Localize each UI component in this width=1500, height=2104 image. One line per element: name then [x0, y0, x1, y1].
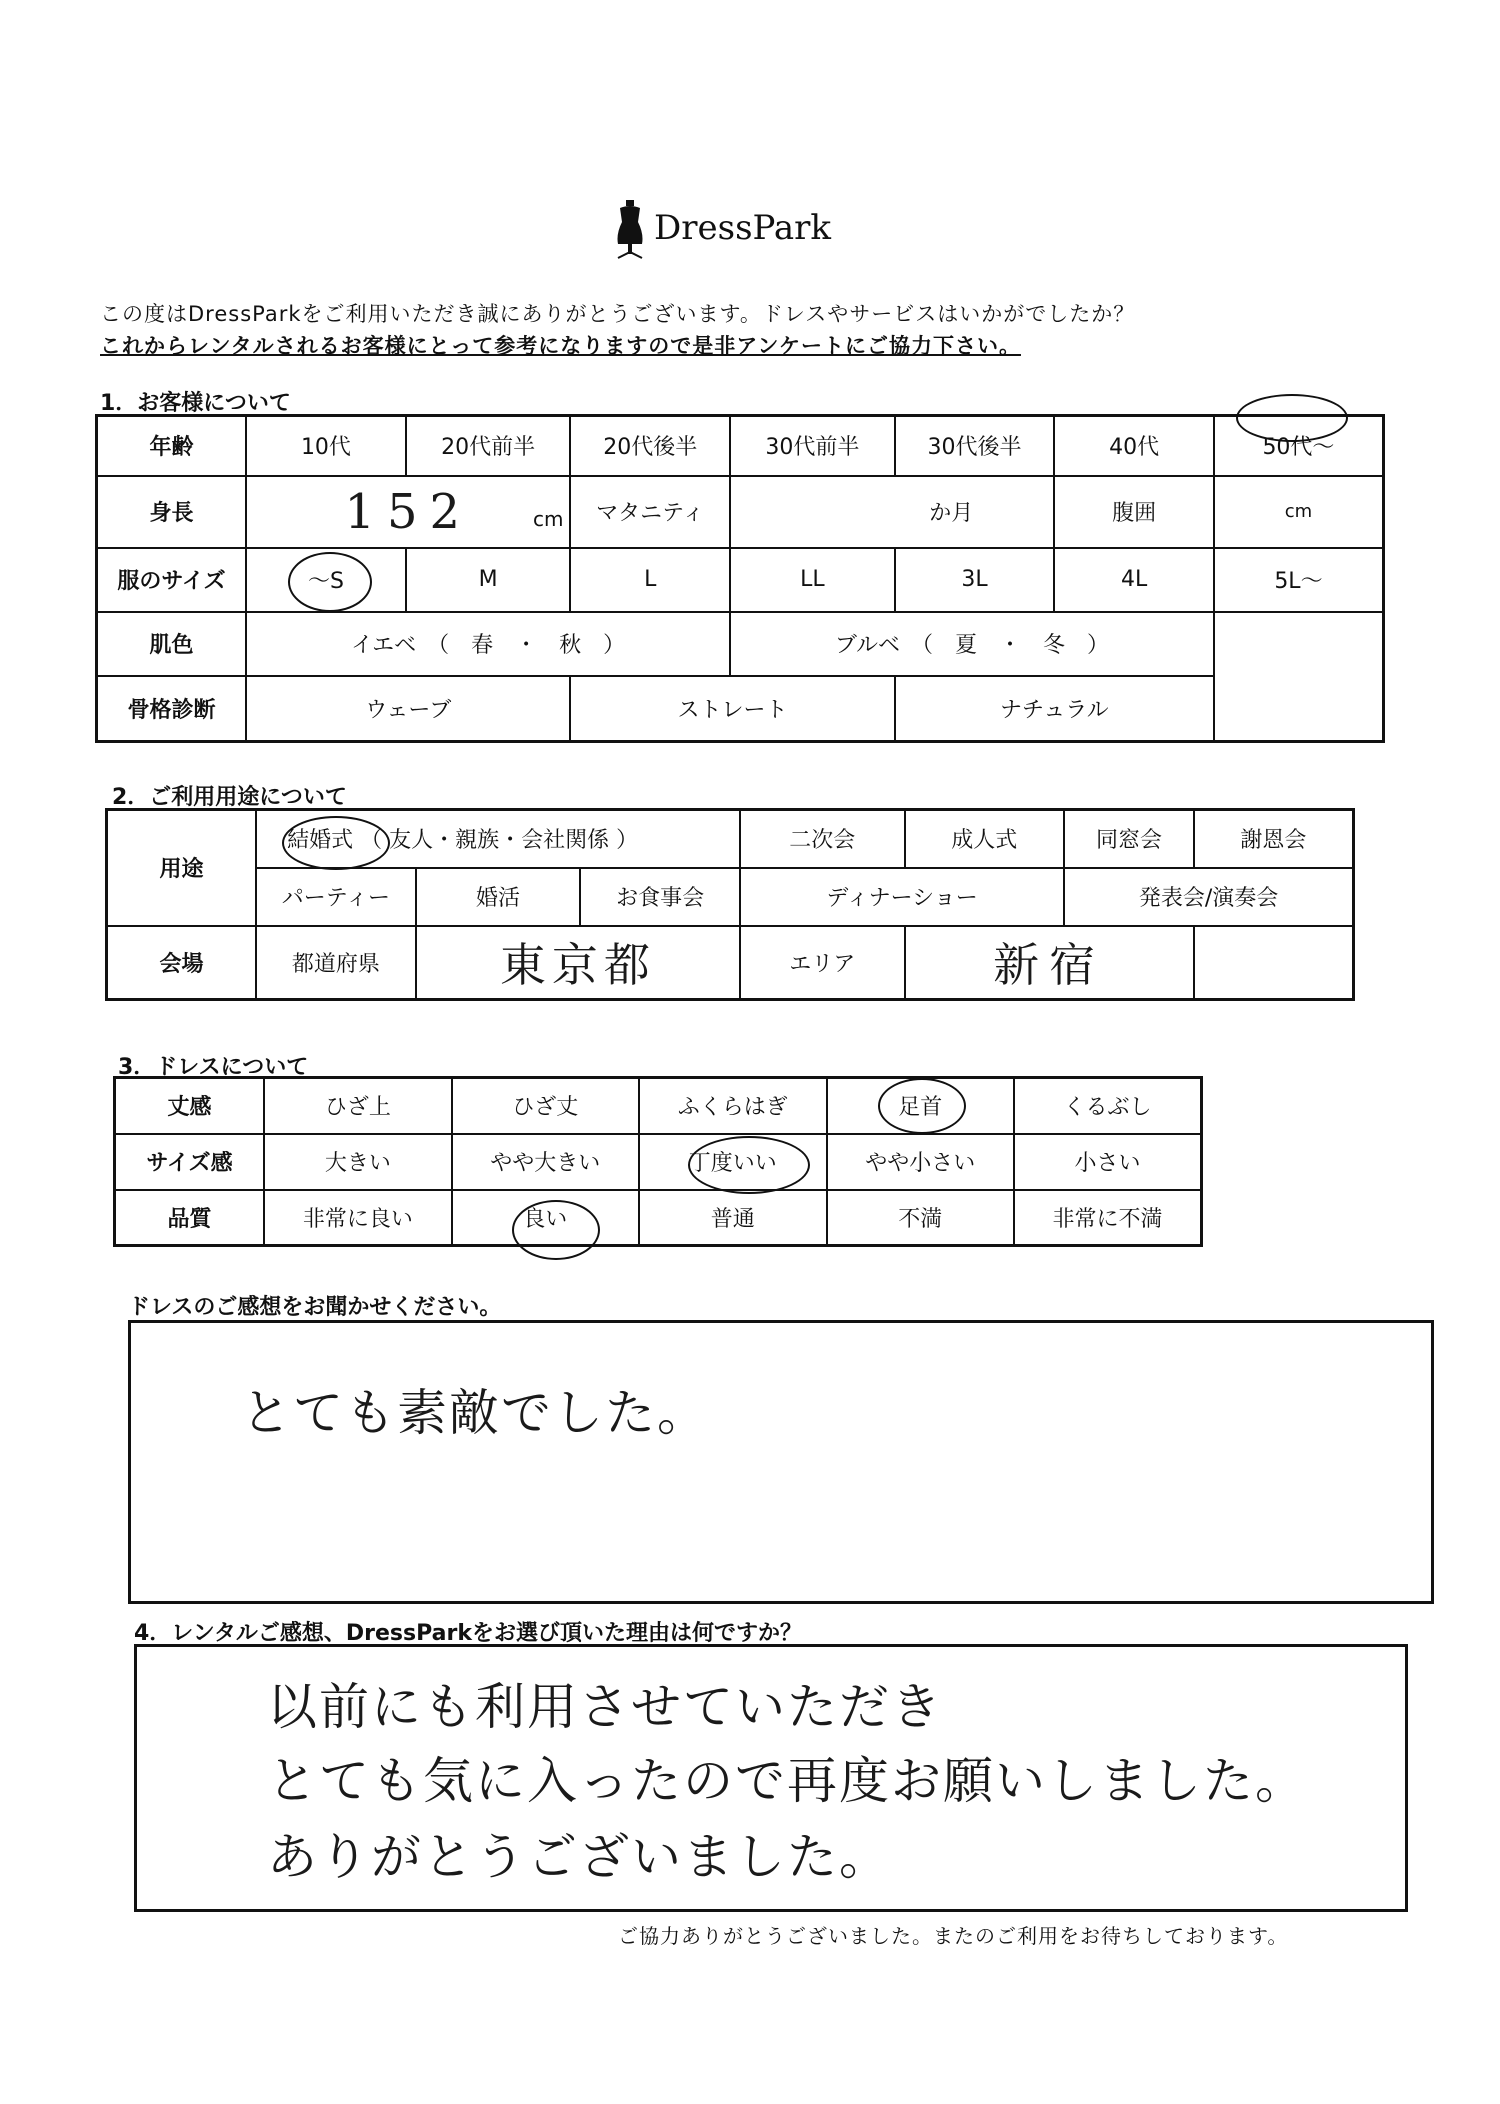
size-option[interactable]: M — [406, 548, 571, 612]
venue-label: 会場 — [107, 926, 257, 1000]
purpose-option[interactable]: ディナーショー — [740, 868, 1064, 926]
fit-label: サイズ感 — [115, 1134, 265, 1190]
waist-label: 腹囲 — [1054, 476, 1214, 548]
skin-label: 肌色 — [97, 612, 247, 676]
quality-option-selected[interactable]: 良い — [452, 1190, 639, 1246]
footer-thanks: ご協力ありがとうございました。またのご利用をお待ちしております。 — [618, 1924, 1289, 1948]
size-option-selected[interactable]: ～S — [246, 548, 406, 612]
reason-line: とても気に入ったので再度お願いしました。 — [267, 1752, 1307, 1810]
dress-table — [113, 1076, 1203, 1247]
frame-label: 骨格診断 — [97, 676, 247, 742]
purpose-option[interactable]: パーティー — [256, 868, 416, 926]
section4-title: 4．レンタルご感想、DressParkをお選び頂いた理由は何ですか？ — [134, 1621, 802, 1646]
fit-option[interactable]: やや大きい — [452, 1134, 639, 1190]
area-label: エリア — [740, 926, 905, 1000]
length-label: 丈感 — [115, 1078, 265, 1134]
empty-cell — [1194, 926, 1354, 1000]
section3-title: 3．ドレスについて — [118, 1055, 309, 1080]
size-option[interactable]: L — [570, 548, 730, 612]
height-unit: cm — [532, 506, 564, 531]
height-value: 152 — [344, 483, 473, 540]
impression-text: とても素敵でした。 — [241, 1384, 709, 1442]
fit-option[interactable]: 小さい — [1014, 1134, 1202, 1190]
quality-option[interactable]: 不満 — [827, 1190, 1014, 1246]
selection-circle — [288, 552, 372, 612]
length-option[interactable]: くるぶし — [1014, 1078, 1202, 1134]
area-value[interactable]: 新宿 — [905, 926, 1194, 1000]
size-label: 服のサイズ — [97, 548, 247, 612]
length-option-selected[interactable]: 足首 — [827, 1078, 1014, 1134]
age-option[interactable]: 20代後半 — [570, 416, 730, 476]
maternity-months[interactable]: か月 — [730, 476, 1054, 548]
purpose-option[interactable]: 二次会 — [740, 810, 905, 868]
purpose-label: 用途 — [107, 810, 257, 926]
prefecture-label: 都道府県 — [256, 926, 416, 1000]
brand-logo — [612, 200, 852, 260]
age-option[interactable]: 30代後半 — [895, 416, 1055, 476]
purpose-option[interactable]: 謝恩会 — [1194, 810, 1354, 868]
age-label: 年齢 — [97, 416, 247, 476]
maternity-label: マタニティ — [570, 476, 730, 548]
height-label: 身長 — [97, 476, 247, 548]
size-option[interactable]: LL — [730, 548, 895, 612]
reason-line: 以前にも利用させていただき — [267, 1678, 943, 1736]
empty-cell — [1214, 612, 1384, 676]
age-option[interactable]: 20代前半 — [406, 416, 571, 476]
frame-option[interactable]: ストレート — [570, 676, 894, 742]
purpose-option[interactable]: お食事会 — [580, 868, 740, 926]
purpose-option[interactable]: 発表会/演奏会 — [1064, 868, 1353, 926]
empty-cell — [1214, 676, 1384, 742]
impression-prompt: ドレスのご感想をお聞かせください。 — [128, 1295, 502, 1320]
frame-option[interactable]: ウェーブ — [246, 676, 570, 742]
selection-circle — [688, 1136, 810, 1194]
fit-option[interactable]: やや小さい — [827, 1134, 1014, 1190]
selection-circle — [512, 1200, 600, 1260]
quality-option[interactable]: 普通 — [639, 1190, 826, 1246]
fit-option-selected[interactable]: 丁度いい — [639, 1134, 826, 1190]
section1-title: 1．お客様について — [100, 391, 291, 416]
frame-option[interactable]: ナチュラル — [895, 676, 1214, 742]
quality-option[interactable]: 非常に不満 — [1014, 1190, 1202, 1246]
purpose-option[interactable]: 成人式 — [905, 810, 1065, 868]
age-option[interactable]: 40代 — [1054, 416, 1214, 476]
fit-option[interactable]: 大きい — [264, 1134, 451, 1190]
reason-line: ありがとうございました。 — [267, 1828, 891, 1886]
selection-circle — [878, 1078, 966, 1134]
height-field[interactable] — [246, 476, 570, 548]
age-option-selected[interactable]: 50代～ — [1214, 416, 1384, 476]
wedding-detail: （ 友人・親族・会社関係 ） — [360, 828, 639, 854]
purpose-option[interactable]: 婚活 — [416, 868, 581, 926]
size-option[interactable]: 3L — [895, 548, 1055, 612]
waist-unit[interactable]: cm — [1214, 476, 1384, 548]
purpose-option[interactable]: 同窓会 — [1064, 810, 1194, 868]
dress-form-icon — [612, 200, 648, 260]
wedding-label: 結婚式 — [287, 828, 354, 854]
section2-title: 2．ご利用用途について — [112, 785, 347, 810]
length-option[interactable]: ひざ丈 — [452, 1078, 639, 1134]
size-option[interactable]: 4L — [1054, 548, 1214, 612]
age-option[interactable]: 10代 — [246, 416, 406, 476]
prefecture-value[interactable]: 東京都 — [416, 926, 740, 1000]
reason-box[interactable] — [134, 1644, 1408, 1912]
age-option[interactable]: 30代前半 — [730, 416, 895, 476]
quality-label: 品質 — [115, 1190, 265, 1246]
skin-blue-base[interactable]: ブルベ （ 夏 ・ 冬 ） — [730, 612, 1214, 676]
selection-circle — [1236, 394, 1348, 442]
length-option[interactable]: ひざ上 — [264, 1078, 451, 1134]
brand-name: DressPark — [654, 208, 832, 248]
impression-box[interactable] — [128, 1320, 1434, 1604]
intro-underlined: これからレンタルされるお客様にとって参考になりますので是非アンケートにご協力下さい。 — [100, 334, 1021, 358]
selection-circle — [282, 816, 390, 870]
size-option[interactable]: 5L～ — [1214, 548, 1384, 612]
skin-yellow-base[interactable]: イエベ （ 春 ・ 秋 ） — [246, 612, 730, 676]
quality-option[interactable]: 非常に良い — [264, 1190, 451, 1246]
intro-line: この度はDressParkをご利用いただき誠にありがとうございます。ドレスやサービスはいかがでしたか？ — [100, 302, 1136, 326]
length-option[interactable]: ふくらはぎ — [639, 1078, 826, 1134]
